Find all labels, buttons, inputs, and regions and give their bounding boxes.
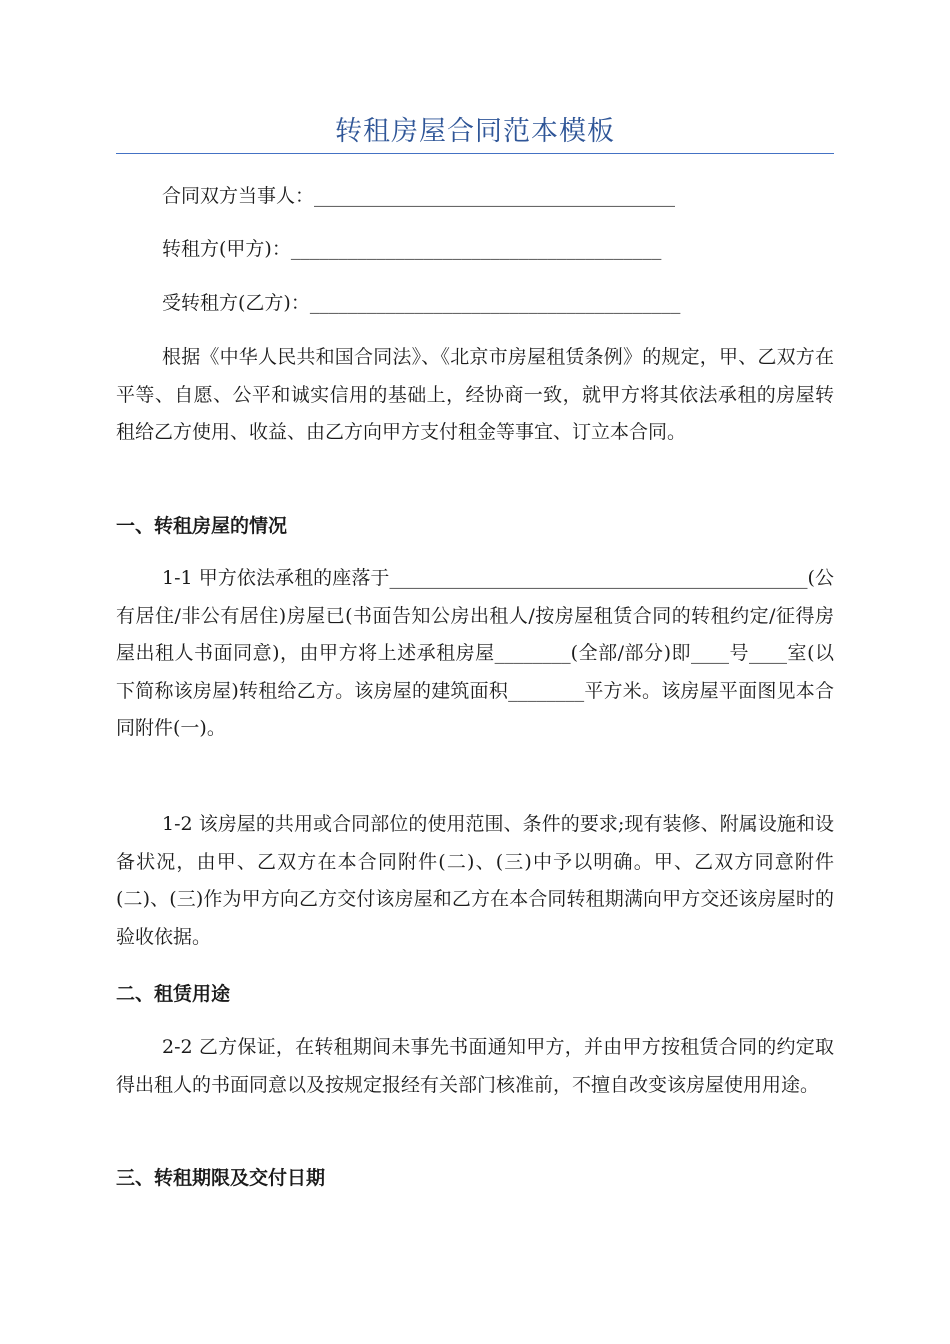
intro-paragraph: 根据《中华人民共和国合同法》、《北京市房屋租赁条例》的规定，甲、乙双方在平等、自愿、公平和诚实信用的基础上，经协商一致，就甲方将其依法承租的房屋转租给乙方使用、收益、由乙方向甲方支付租金等事宜、订立本合同。: [116, 346, 834, 443]
clause-1-1: 1-1 甲方依法承租的座落于____________________________________________(公有居住/非公有居住)房屋已(书面告知公房出租人/按房屋租赁合同的转租约定/征得房屋出租人书面同意)，由甲方将上述承租房屋________(全部/部分)即____号____室(以下简称该房屋)转租给乙方。该房屋的建筑面积________平方米。该房屋平面图见本合同附件(一)。: [116, 567, 834, 739]
title-underline: [116, 153, 834, 154]
lessee-line: 受转租方(乙方)：_______________________________________: [162, 292, 681, 314]
section-heading-3: 三、转租期限及交付日期: [116, 1167, 326, 1189]
section-heading-2: 二、租赁用途: [116, 983, 231, 1005]
lessor-line: 转租方(甲方)：_______________________________________: [162, 238, 662, 260]
parties-line: 合同双方当事人：______________________________________: [162, 185, 676, 207]
section-heading-1: 一、转租房屋的情况: [116, 515, 288, 537]
clause-2-2: 2-2 乙方保证，在转租期间未事先书面通知甲方，并由甲方按租赁合同的约定取得出租人的书面同意以及按规定报经有关部门核准前，不擅自改变该房屋使用用途。: [116, 1036, 834, 1096]
clause-1-2: 1-2 该房屋的共用或合同部位的使用范围、条件的要求;现有装修、附属设施和设备状况，由甲、乙双方在本合同附件(二)、(三)中予以明确。甲、乙双方同意附件(二)、(三)作为甲方向乙方交付该房屋和乙方在本合同转租期满向甲方交还该房屋时的验收依据。: [116, 813, 834, 948]
document-title: 转租房屋合同范本模板: [335, 116, 615, 147]
